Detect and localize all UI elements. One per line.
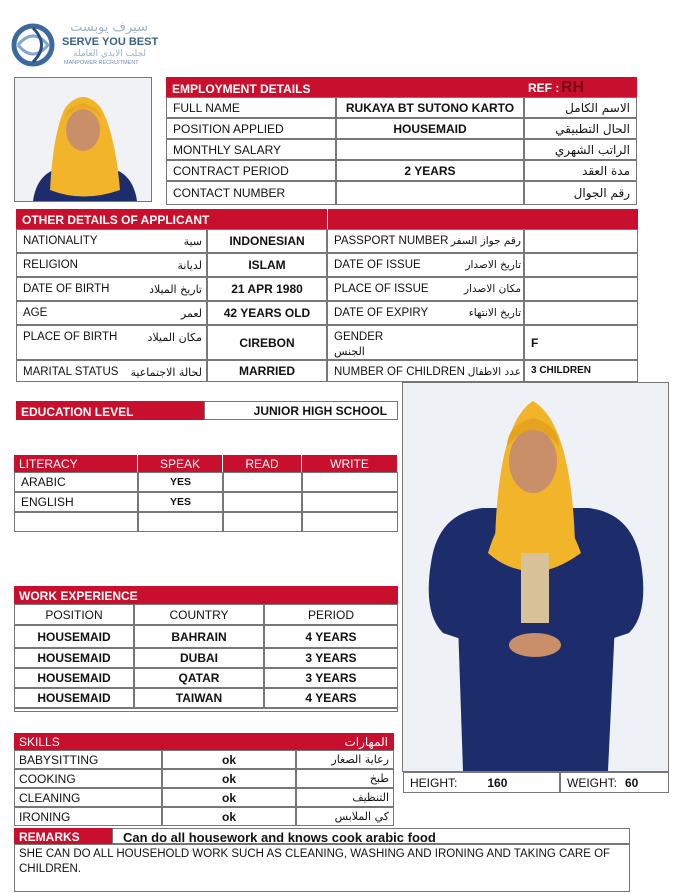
other-right-value <box>524 253 638 277</box>
skill-name: CLEANING <box>14 788 162 807</box>
work-cell: HOUSEMAID <box>14 668 134 688</box>
other-right-arabic: مكان الاصدار <box>464 283 521 295</box>
other-right-arabic: رقم جواز السفر <box>450 235 521 247</box>
skills-header <box>14 733 394 750</box>
skill-arabic: كي الملابس <box>296 807 394 826</box>
height-value: 160 <box>487 775 508 790</box>
other-left-label: RELIGION <box>23 259 78 271</box>
skill-name: COOKING <box>14 769 162 788</box>
other-right-value: 3 CHILDREN <box>524 360 638 382</box>
other-left-cell <box>16 360 207 382</box>
logo-arabic-sub: لجلب الايدي العاملة <box>73 49 146 59</box>
literacy-cell <box>302 492 398 512</box>
employment-row-value: HOUSEMAID <box>336 118 524 139</box>
work-cell: HOUSEMAID <box>14 648 134 668</box>
work-cell: TAIWAN <box>134 688 264 708</box>
employment-row-value <box>336 181 524 205</box>
logo-name: SERVE YOU BEST <box>62 36 159 48</box>
applicant-full-body-photo <box>402 382 669 772</box>
other-right-arabic: عدد الاطفال <box>467 366 521 378</box>
other-left-arabic: لحالة الاجتماعية <box>130 366 202 379</box>
other-left-arabic: لعمر <box>180 307 202 320</box>
other-left-value: 42 YEARS OLD <box>207 301 327 325</box>
work-column-header: PERIOD <box>264 604 398 625</box>
remarks-label: REMARKS <box>14 828 112 844</box>
other-left-value: MARRIED <box>207 360 327 382</box>
other-right-value: F <box>524 325 638 360</box>
ref-label: REF : <box>528 81 560 95</box>
logo-emblem-icon <box>10 22 56 68</box>
literacy-cell: YES <box>138 472 223 492</box>
remarks-headline: Can do all housework and knows cook arabic food <box>123 830 436 845</box>
other-right-cell <box>327 360 524 382</box>
remarks-headline-box <box>112 828 630 844</box>
other-left-cell <box>16 277 207 301</box>
other-right-cell <box>327 301 524 325</box>
other-left-arabic: لديانة <box>177 259 202 272</box>
work-experience-header-ext <box>204 586 398 604</box>
literacy-cell <box>14 512 138 532</box>
other-right-value <box>524 301 638 325</box>
employment-row-arabic: مدة العقد <box>524 160 637 181</box>
employment-row-label: MONTHLY SALARY <box>166 139 336 160</box>
other-left-value: INDONESIAN <box>207 229 327 253</box>
employment-row-label: CONTACT NUMBER <box>166 181 336 205</box>
literacy-cell <box>138 512 223 532</box>
work-cell: BAHRAIN <box>134 625 264 648</box>
literacy-cell: ARABIC <box>14 472 138 492</box>
employment-row-arabic: رقم الجوال <box>524 181 637 205</box>
work-cell: 4 YEARS <box>264 688 398 708</box>
employment-row-arabic: الراتب الشهري <box>524 139 637 160</box>
other-left-arabic: مكان الميلاد <box>147 331 202 344</box>
employment-row-arabic: الحال التطبيقي <box>524 118 637 139</box>
literacy-cell <box>302 472 398 492</box>
work-column-header: COUNTRY <box>134 604 264 625</box>
skill-arabic: التنظيف <box>296 788 394 807</box>
skill-arabic: رعاية الصغار <box>296 750 394 769</box>
work-table-footer <box>14 708 398 712</box>
employment-row-label: CONTRACT PERIOD <box>166 160 336 181</box>
work-cell: 3 YEARS <box>264 668 398 688</box>
other-right-value <box>524 277 638 301</box>
education-level-value: JUNIOR HIGH SCHOOL <box>204 401 398 420</box>
literacy-cell <box>302 512 398 532</box>
literacy-header-cell: READ <box>223 455 302 472</box>
skills-header-arabic: المهارات <box>344 735 388 749</box>
weight-value: 60 <box>625 775 639 790</box>
other-left-cell <box>16 253 207 277</box>
work-cell: HOUSEMAID <box>14 688 134 708</box>
ref-header <box>524 77 637 97</box>
skill-value: ok <box>162 750 296 769</box>
weight-label: WEIGHT: <box>567 775 617 790</box>
other-left-value: 21 APR 1980 <box>207 277 327 301</box>
other-right-cell <box>327 325 524 360</box>
other-right-cell <box>327 253 524 277</box>
other-left-label: DATE OF BIRTH <box>23 283 110 295</box>
other-left-arabic: تاريخ الميلاد <box>149 283 202 296</box>
work-cell: 4 YEARS <box>264 625 398 648</box>
other-right-value <box>524 229 638 253</box>
other-left-value: CIREBON <box>207 325 327 360</box>
employment-details-header: EMPLOYMENT DETAILS <box>166 77 524 97</box>
skill-value: ok <box>162 807 296 826</box>
skill-arabic: طبخ <box>296 769 394 788</box>
work-column-header: POSITION <box>14 604 134 625</box>
other-left-cell <box>16 301 207 325</box>
logo-arabic-name: سيرف يوبست <box>70 20 148 35</box>
other-right-label: NUMBER OF CHILDREN <box>334 366 465 378</box>
skill-name: BABYSITTING <box>14 750 162 769</box>
other-right-arabic: تاريخ الاصدار <box>465 259 521 271</box>
literacy-cell <box>223 492 302 512</box>
literacy-header-cell: LITERACY <box>14 455 138 472</box>
other-right-label: GENDER <box>334 331 384 343</box>
other-left-cell <box>16 325 207 360</box>
work-experience-header: WORK EXPERIENCE <box>14 586 204 604</box>
other-left-label: NATIONALITY <box>23 235 98 247</box>
skill-name: IRONING <box>14 807 162 826</box>
height-label: HEIGHT: <box>410 775 458 790</box>
ref-value: RH <box>561 79 585 96</box>
work-cell: DUBAI <box>134 648 264 668</box>
literacy-cell <box>223 512 302 532</box>
literacy-cell: ENGLISH <box>14 492 138 512</box>
employment-row-label: POSITION APPLIED <box>166 118 336 139</box>
skills-header-label: SKILLS <box>19 735 60 749</box>
literacy-header-cell: WRITE <box>302 455 398 472</box>
height-box <box>403 772 560 793</box>
other-right-arabic: الجنس <box>334 345 365 358</box>
weight-box <box>560 772 669 793</box>
literacy-cell <box>223 472 302 492</box>
work-cell: QATAR <box>134 668 264 688</box>
logo-subtitle: MANPOWER RECRUITMENT <box>64 60 139 66</box>
applicant-portrait-photo <box>14 77 152 202</box>
employment-row-value: 2 YEARS <box>336 160 524 181</box>
other-left-label: AGE <box>23 307 48 319</box>
literacy-header-cell: SPEAK <box>138 455 223 472</box>
other-right-label: PASSPORT NUMBER <box>334 235 449 247</box>
other-right-label: DATE OF EXPIRY <box>334 307 429 319</box>
employment-row-arabic: الاسم الكامل <box>524 97 637 118</box>
other-right-cell <box>327 277 524 301</box>
employment-row-value: RUKAYA BT SUTONO KARTO <box>336 97 524 118</box>
company-logo <box>10 20 159 72</box>
other-right-label: DATE OF ISSUE <box>334 259 421 271</box>
other-left-arabic: سية <box>183 235 202 248</box>
skill-value: ok <box>162 788 296 807</box>
other-right-label: PLACE OF ISSUE <box>334 283 429 295</box>
other-right-cell <box>327 229 524 253</box>
literacy-cell: YES <box>138 492 223 512</box>
work-cell: HOUSEMAID <box>14 625 134 648</box>
other-details-header-ext <box>327 209 638 229</box>
employment-row-value <box>336 139 524 160</box>
education-level-label: EDUCATION LEVEL <box>16 401 204 420</box>
remarks-body <box>14 844 630 892</box>
other-right-arabic: تاريخ الانتهاء <box>468 307 521 319</box>
other-left-cell <box>16 229 207 253</box>
other-details-header: OTHER DETAILS OF APPLICANT <box>16 209 327 229</box>
work-cell: 3 YEARS <box>264 648 398 668</box>
other-left-value: ISLAM <box>207 253 327 277</box>
employment-row-label: FULL NAME <box>166 97 336 118</box>
remarks-text: SHE CAN DO ALL HOUSEHOLD WORK SUCH AS CLEANING, WASHING AND IRONING AND TAKING CARE OF CHILDREN. <box>19 848 611 875</box>
other-left-label: MARITAL STATUS <box>23 366 119 378</box>
skill-value: ok <box>162 769 296 788</box>
other-left-label: PLACE OF BIRTH <box>23 331 118 343</box>
